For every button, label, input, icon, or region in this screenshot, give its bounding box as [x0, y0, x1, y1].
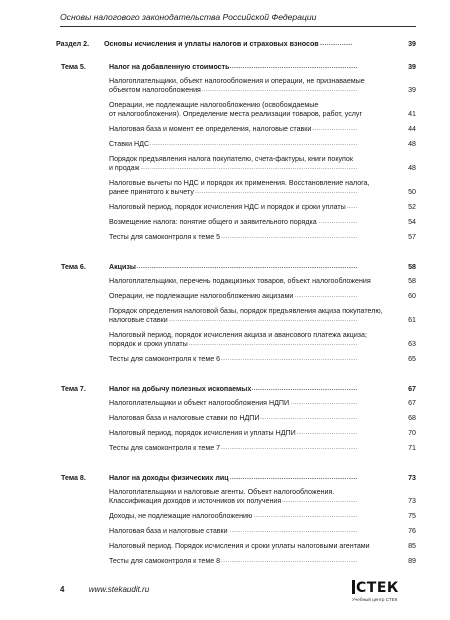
toc-subentry[interactable]: [109, 444, 416, 453]
subentry-page: 68: [408, 414, 416, 422]
header-divider: [60, 26, 416, 27]
table-of-contents: [56, 40, 416, 587]
page-number: 4: [60, 585, 65, 594]
toc-subentry[interactable]: [109, 557, 416, 566]
subentry-text-line1: Налоговый период, порядок исчисления акциза и авансового платежа акциза;: [109, 331, 367, 339]
chapter-list: [56, 63, 416, 572]
toc-chapter: [56, 385, 416, 459]
toc-subentry[interactable]: [109, 233, 416, 242]
subentry-text: Возмещение налога: понятие общего и заявительного порядка: [109, 218, 317, 226]
subentry-text: Налоговый период, порядок исчисления НДС и порядок и сроки уплаты: [109, 203, 346, 211]
toc-subentry[interactable]: [109, 292, 416, 301]
subentry-text-line1: Порядок определения налоговой базы, порядок предъявления акциза покупателю,: [109, 307, 383, 315]
section-label: Раздел 2.: [56, 40, 90, 48]
chapter-label: Тема 8.: [61, 474, 86, 482]
subentry-text: Налоговая база и налоговые ставки по НДПИ: [109, 414, 260, 422]
subentry-page: 73: [408, 497, 416, 505]
subentry-text-line1: Налоговые вычеты по НДС и порядок их применения. Восстановление налога,: [109, 179, 370, 187]
subentry-page: 54: [408, 218, 416, 226]
chapter-page: 73: [408, 474, 416, 482]
subentry-page: 70: [408, 429, 416, 437]
subentry-page: 76: [408, 527, 416, 535]
subentry-text: Налоговый период. Порядок исчисления и сроки уплаты налоговыми агентами: [109, 542, 370, 550]
subentry-text-line1: Операции, не подлежащие налогообложению (освобождаемые: [109, 101, 319, 109]
subentry-page: 57: [408, 233, 416, 241]
toc-subentry[interactable]: [109, 429, 416, 438]
subentry-text: Операции, не подлежащие налогообложению акцизами: [109, 292, 294, 300]
chapter-entry[interactable]: [109, 263, 416, 272]
chapter-page: 58: [408, 263, 416, 271]
section-entry[interactable]: [104, 40, 416, 49]
subentry-page: 65: [408, 355, 416, 363]
toc-chapter: [56, 63, 416, 248]
chapter-label: Тема 5.: [61, 63, 86, 71]
website-link[interactable]: www.stekaudit.ru: [88, 585, 150, 594]
subentry-page: 67: [408, 399, 416, 407]
toc-section-row: [56, 40, 416, 49]
subentry-text: от налогообложения). Определение места реализации товаров, работ, услуг: [109, 110, 363, 118]
chapter-label: Тема 7.: [61, 385, 86, 393]
subentry-page: 63: [408, 340, 416, 348]
section-title: Основы исчисления и уплаты налогов и страховых взносов: [104, 40, 319, 48]
toc-subentry[interactable]: [109, 77, 416, 95]
subentry-text: Налоговый период, порядок исчисления и уплаты НДПИ: [109, 429, 296, 437]
subentry-text: ранее принятого к вычету: [109, 188, 194, 196]
chapter-page: 67: [408, 385, 416, 393]
toc-subentry[interactable]: [109, 203, 416, 212]
running-header-title: Основы налогового законодательства Российской Федерации: [60, 12, 317, 22]
toc-subentry[interactable]: [109, 125, 416, 134]
subentry-text: Ставки НДС: [109, 140, 150, 148]
subentry-text: Налогоплательщики, перечень подакцизных товаров, объект налогообложения: [109, 277, 371, 285]
chapter-title: Налог на доходы физических лиц: [109, 474, 229, 482]
subentry-page: 89: [408, 557, 416, 565]
section-page: 39: [408, 40, 416, 48]
subentry-text: Доходы, не подлежащие налогообложению: [109, 512, 253, 520]
toc-subentry[interactable]: [109, 155, 416, 173]
subentry-page: 48: [408, 140, 416, 148]
toc-subentry[interactable]: [109, 277, 416, 286]
toc-subentry[interactable]: [109, 331, 416, 349]
subentry-page: 61: [408, 316, 416, 324]
toc-subentry[interactable]: [109, 527, 416, 536]
subentry-text: порядок и сроки уплаты: [109, 340, 188, 348]
chapter-entry[interactable]: [109, 385, 416, 394]
subentry-page: 58: [408, 277, 416, 285]
logo-mark: СТЕК: [352, 580, 416, 596]
subentry-text-line1: Налогоплательщики, объект налогообложения и операции, не признаваемые: [109, 77, 365, 85]
toc-chapter: [56, 474, 416, 572]
subentry-text-line1: Налогоплательщики и налоговые агенты. Объект налогообложения.: [109, 488, 335, 496]
subentry-page: 41: [408, 110, 416, 118]
subentry-text-line1: Порядок предъявления налога покупателю, счета-фактуры, книги покупок: [109, 155, 353, 163]
subentry-page: 52: [408, 203, 416, 211]
stek-logo: [352, 580, 416, 606]
chapter-title: Акцизы: [109, 263, 136, 271]
toc-subentry[interactable]: [109, 218, 416, 227]
subentry-page: 44: [408, 125, 416, 133]
subentry-text: Тесты для самоконтроля к теме 7: [109, 444, 221, 452]
toc-chapter: [56, 263, 416, 370]
subentry-page: 85: [408, 542, 416, 550]
subentry-page: 60: [408, 292, 416, 300]
subentry-text: Классификация доходов и источников их получения: [109, 497, 282, 505]
subentry-text: Тесты для самоконтроля к теме 8: [109, 557, 221, 565]
subentry-text: Налоговая база и момент ее определения, налоговые ставки: [109, 125, 312, 133]
subentry-text: Тесты для самоконтроля к теме 5: [109, 233, 221, 241]
toc-subentry[interactable]: [109, 307, 416, 325]
page-footer: [60, 585, 149, 594]
subentry-text: Тесты для самоконтроля к теме 6: [109, 355, 221, 363]
subentry-page: 48: [408, 164, 416, 172]
chapter-entry[interactable]: [109, 474, 416, 483]
subentry-page: 75: [408, 512, 416, 520]
chapter-page: 39: [408, 63, 416, 71]
toc-subentry[interactable]: [109, 355, 416, 364]
subentry-page: 71: [408, 444, 416, 452]
toc-subentry[interactable]: [109, 414, 416, 423]
toc-subentry[interactable]: [109, 101, 416, 119]
chapter-title: Налог на добычу полезных ископаемых: [109, 385, 252, 393]
chapter-label: Тема 6.: [61, 263, 86, 271]
subentry-page: 39: [408, 86, 416, 94]
subentry-text: Налогоплательщики и объект налогообложения НДПИ: [109, 399, 290, 407]
toc-subentry[interactable]: [109, 512, 416, 521]
toc-subentry[interactable]: [109, 399, 416, 408]
subentry-page: 50: [408, 188, 416, 196]
chapter-title: Налог на добавленную стоимость: [109, 63, 230, 71]
subentry-text: и продаж: [109, 164, 140, 172]
logo-caption: Учебный центр СТЕК: [352, 597, 398, 602]
chapter-entry[interactable]: [109, 63, 416, 72]
subentry-text: Налоговая база и налоговые ставки: [109, 527, 228, 535]
toc-subentry[interactable]: [109, 542, 416, 551]
toc-subentry[interactable]: [109, 179, 416, 197]
subentry-text: налоговые ставки: [109, 316, 168, 324]
subentry-text: объектом налогообложения: [109, 86, 201, 94]
toc-subentry[interactable]: [109, 488, 416, 506]
toc-subentry[interactable]: [109, 140, 416, 149]
